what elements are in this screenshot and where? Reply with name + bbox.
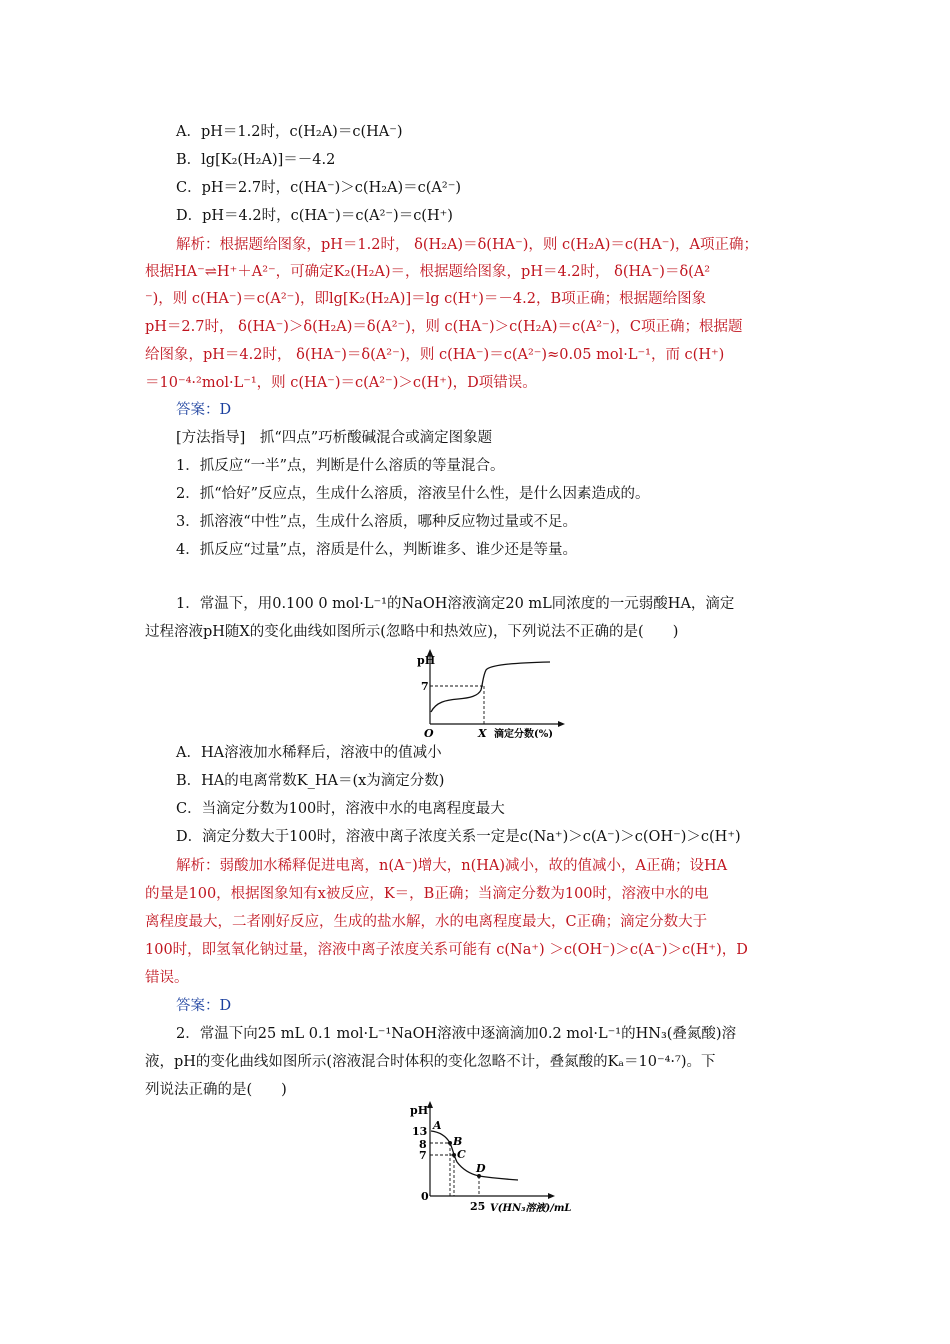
analysis-line: ⁻)，则 c(HA⁻)＝c(A²⁻)，即lg[K₂(H₂A)]＝lg c(H⁺)＝－4.2，B项正确；根据题给图象 [145, 291, 707, 307]
q2-ph-figure [400, 1098, 600, 1218]
q1-titration-figure [400, 646, 580, 738]
origin-label: O [424, 727, 434, 738]
point-b-label: B [453, 1135, 463, 1148]
q1-analysis: 错误。 [145, 970, 189, 986]
q2-stem: 列说法正确的是( ) [145, 1082, 287, 1098]
method-item: 1．抓反应“一半”点，判断是什么溶质的等量混合。 [176, 458, 505, 474]
y-label: pH [417, 654, 436, 667]
q1-option-d: D．滴定分数大于100时，溶液中离子浓度关系一定是c(Na⁺)＞c(A⁻)＞c(OH⁻)＞c(H⁺) [176, 829, 741, 845]
q1-option-b: B．HA的电离常数K_HA＝(x为滴定分数) [176, 773, 445, 789]
y-label: pH [410, 1104, 429, 1117]
x-mark-label: X [478, 727, 487, 738]
q2-stem: 液，pH的变化曲线如图所示(溶液混合时体积的变化忽略不计，叠氮酸的Kₐ＝10⁻⁴·⁷)。下 [145, 1054, 716, 1070]
method-item: 2．抓“恰好”反应点，生成什么溶质，溶液呈什么性，是什么因素造成的。 [176, 486, 650, 502]
q1-analysis: 解析：弱酸加水稀释促进电离，n(A⁻)增大，n(HA)减小，故的值减小，A正确；设HA [176, 858, 728, 874]
method-title: [方法指导] 抓“四点”巧析酸碱混合或滴定图象题 [176, 430, 493, 446]
analysis-line: pH＝2.7时， δ(HA⁻)＞δ(H₂A)＝δ(A²⁻)，则 c(HA⁻)＞c(H₂A)＝c(A²⁻)，C项正确；根据题 [145, 319, 743, 335]
y-tick-13: 13 [412, 1125, 428, 1138]
q1-analysis: 100时，即氢氧化钠过量，溶液中离子浓度关系可能有 c(Na⁺) ＞c(OH⁻)＞c(A⁻)＞c(H⁺)，D [145, 942, 748, 958]
method-item: 4．抓反应“过量”点，溶质是什么，判断谁多、谁少还是等量。 [176, 542, 578, 558]
point-c-dot [452, 1153, 456, 1157]
point-b-dot [448, 1141, 452, 1145]
point-c-label: C [457, 1148, 466, 1161]
answer: 答案：D [176, 402, 232, 418]
q1-analysis: 离程度最大，二者刚好反应，生成的盐水解，水的电离程度最大，C正确；滴定分数大于 [145, 914, 708, 930]
analysis-line: ＝10⁻⁴·²mol·L⁻¹，则 c(HA⁻)＝c(A²⁻)＞c(H⁺)，D项错误。 [145, 375, 537, 391]
x-label: V(HN₃溶液)/mL [490, 1203, 572, 1214]
analysis-line: 给图象，pH＝4.2时， δ(HA⁻)＝δ(A²⁻)，则 c(HA⁻)＝c(A²⁻)≈0.05 mol·L⁻¹，而 c(H⁺) [145, 347, 725, 363]
q1-stem: 过程溶液pH随X的变化曲线如图所示(忽略中和热效应)，下列说法不正确的是( ) [145, 624, 679, 640]
y-tick-7: 7 [421, 680, 429, 693]
q1-stem: 1．常温下，用0.100 0 mol·L⁻¹的NaOH溶液滴定20 mL同浓度的一元弱酸HA，滴定 [176, 596, 735, 612]
y-tick-7: 7 [419, 1149, 427, 1162]
q1-analysis: 的量是100，根据图象知有x被反应，K＝，B正确；当滴定分数为100时，溶液中水的电 [145, 886, 709, 902]
option-a: A．pH＝1.2时，c(H₂A)＝c(HA⁻) [176, 124, 403, 140]
option-c: C．pH＝2.7时，c(HA⁻)＞c(H₂A)＝c(A²⁻) [176, 180, 462, 196]
origin-label: 0 [421, 1190, 429, 1203]
x-tick-25: 25 [470, 1200, 486, 1213]
point-a-label: A [433, 1119, 442, 1132]
analysis-line: 根据HA⁻⇌H⁺＋A²⁻，可确定K₂(H₂A)＝，根据题给图象，pH＝4.2时， δ(HA⁻)＝δ(A² [145, 264, 711, 280]
analysis-line: 解析：根据题给图象，pH＝1.2时， δ(H₂A)＝δ(HA⁻)，则 c(H₂A)＝c(HA⁻)，A项正确； [176, 237, 759, 253]
option-b: B．lg[K₂(H₂A)]＝－4.2 [176, 152, 336, 168]
x-axis-arrow [558, 721, 565, 727]
x-label: 滴定分数(%) [494, 729, 553, 738]
q2-stem: 2．常温下向25 mL 0.1 mol·L⁻¹NaOH溶液中逐滴滴加0.2 mol·L⁻¹的HN₃(叠氮酸)溶 [176, 1026, 737, 1042]
ph-curve [431, 662, 550, 712]
point-d-label: D [476, 1162, 486, 1175]
ph-curve [431, 1131, 518, 1180]
x-axis-arrow [548, 1193, 555, 1199]
option-d: D．pH＝4.2时，c(HA⁻)＝c(A²⁻)＝c(H⁺) [176, 208, 453, 224]
y-tick-8: 8 [419, 1138, 427, 1151]
method-item: 3．抓溶液“中性”点，生成什么溶质，哪种反应物过量或不足。 [176, 514, 578, 530]
q1-option-c: C．当滴定分数为100时，溶液中水的电离程度最大 [176, 801, 505, 817]
q1-option-a: A．HA溶液加水稀释后，溶液中的值减小 [176, 745, 442, 761]
q1-answer: 答案：D [176, 998, 232, 1014]
